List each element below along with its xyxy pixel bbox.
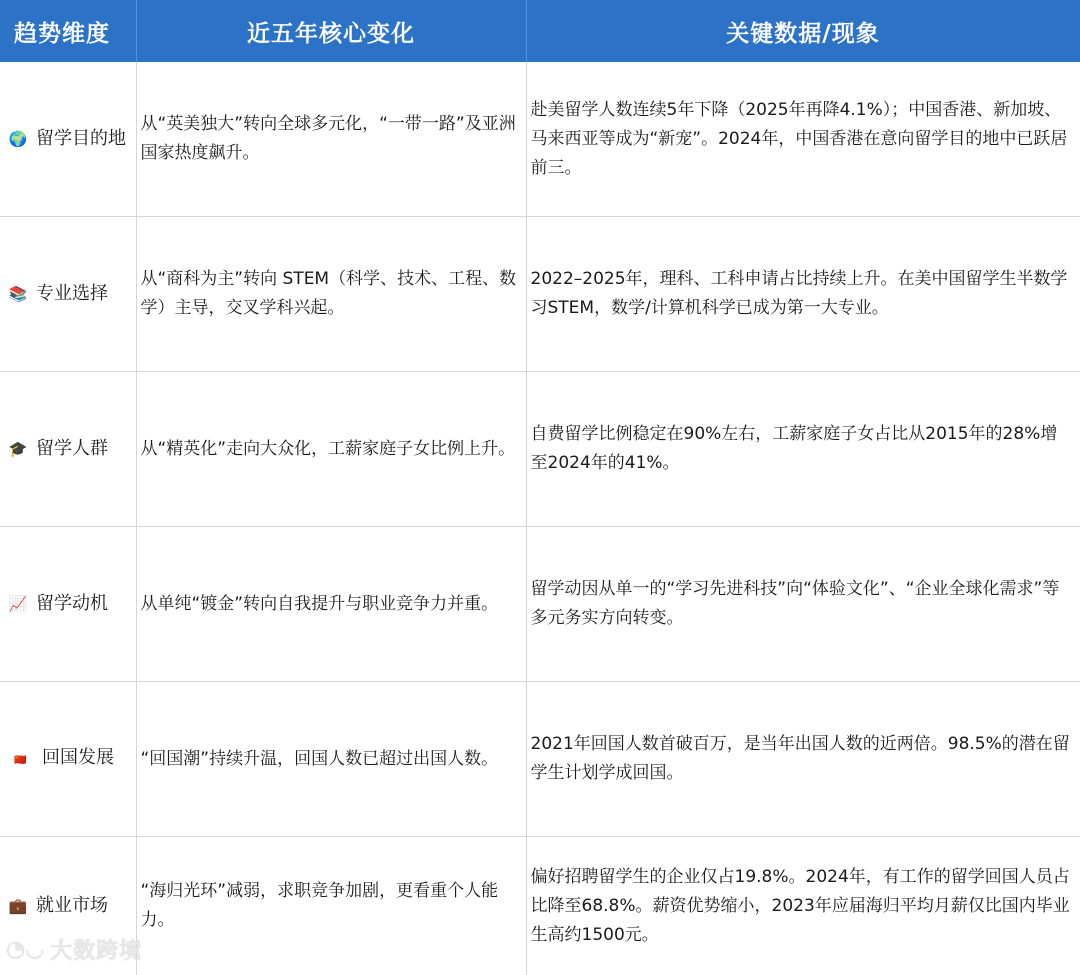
data-text: 留学动因从单一的“学习先进科技”向“体验文化”、“企业全球化需求”等多元务实方向转变。	[531, 575, 1074, 633]
table-row	[0, 372, 1080, 527]
graduation-cap-icon: 🎓	[6, 435, 30, 464]
change-text: “海归光环”减弱，求职竞争加剧，更看重个人能力。	[141, 877, 520, 935]
data-cell	[526, 682, 1080, 837]
dimension-cell	[0, 217, 136, 372]
header-dimension: 趋势维度	[0, 0, 136, 62]
table-row	[0, 217, 1080, 372]
data-cell	[526, 372, 1080, 527]
table-row	[0, 837, 1080, 975]
dimension-cell	[0, 527, 136, 682]
header-data: 关键数据/现象	[526, 0, 1080, 62]
dimension-cell	[0, 682, 136, 837]
dimension-label: 留学人群	[36, 438, 108, 459]
watermark	[6, 934, 142, 965]
change-cell	[136, 217, 526, 372]
data-text: 赴美留学人数连续5年下降（2025年再降4.1%）；中国香港、新加坡、马来西亚等成为“新宠”。2024年，中国香港在意向留学目的地中已跃居前三。	[531, 96, 1074, 183]
dimension-label: 回国发展	[42, 747, 114, 768]
watermark-text: 大数跨境	[50, 934, 142, 965]
dimension-label: 专业选择	[36, 283, 108, 304]
data-text: 2021年回国人数首破百万，是当年出国人数的近两倍。98.5%的潜在留学生计划学成回国。	[531, 730, 1074, 788]
change-cell	[136, 372, 526, 527]
data-cell	[526, 217, 1080, 372]
dimension-cell	[0, 62, 136, 217]
change-text: 从“商科为主”转向 STEM（科学、技术、工程、数学）主导，交叉学科兴起。	[141, 265, 520, 323]
data-text: 2022–2025年，理科、工科申请占比持续上升。在美中国留学生半数学习STEM，数学/计算机科学已成为第一大专业。	[531, 265, 1074, 323]
briefcase-icon: 💼	[6, 892, 30, 921]
china-flag-icon: 🇨🇳	[6, 746, 36, 775]
table-row	[0, 62, 1080, 217]
weibo-logo-icon: ◔◡	[6, 937, 44, 962]
table-row	[0, 682, 1080, 837]
data-text: 自费留学比例稳定在90%左右，工薪家庭子女占比从2015年的28%增至2024年的41%。	[531, 420, 1074, 478]
dimension-label: 留学目的地	[36, 128, 126, 149]
change-cell	[136, 682, 526, 837]
dimension-cell	[0, 372, 136, 527]
change-text: 从“英美独大”转向全球多元化，“一带一路”及亚洲国家热度飙升。	[141, 110, 520, 168]
globe-icon: 🌍	[6, 125, 30, 154]
change-cell	[136, 62, 526, 217]
data-cell	[526, 62, 1080, 217]
change-cell	[136, 837, 526, 975]
data-text: 偏好招聘留学生的企业仅占19.8%。2024年，有工作的留学回国人员占比降至68.8%。薪资优势缩小，2023年应届海归平均月薪仅比国内毕业生高约1500元。	[531, 863, 1074, 950]
change-text: 从“精英化”走向大众化，工薪家庭子女比例上升。	[141, 435, 520, 464]
header-change: 近五年核心变化	[136, 0, 526, 62]
chart-increasing-icon: 📈	[6, 590, 30, 619]
change-text: “回国潮”持续升温，回国人数已超过出国人数。	[141, 745, 520, 774]
dimension-label: 就业市场	[36, 895, 108, 916]
data-cell	[526, 837, 1080, 975]
table-row	[0, 527, 1080, 682]
dimension-label: 留学动机	[36, 593, 108, 614]
data-cell	[526, 527, 1080, 682]
books-icon: 📚	[6, 280, 30, 309]
change-cell	[136, 527, 526, 682]
change-text: 从单纯“镀金”转向自我提升与职业竞争力并重。	[141, 590, 520, 619]
header-row	[0, 0, 1080, 62]
